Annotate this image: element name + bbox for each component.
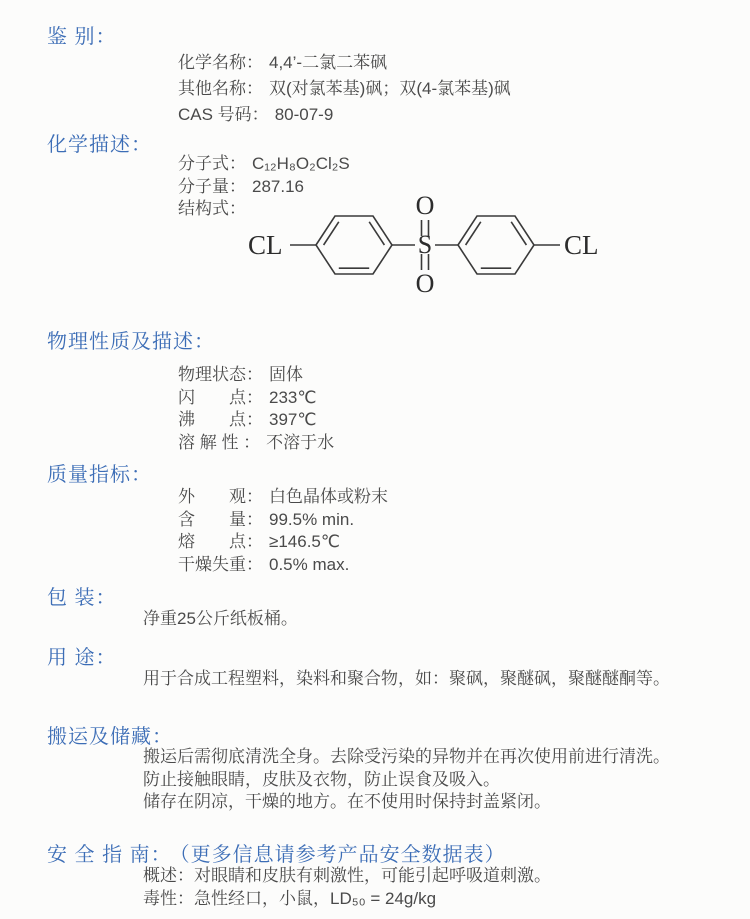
molecular-formula-value: C₁₂H₈O₂Cl₂S — [252, 154, 350, 173]
handling-storage-content — [143, 746, 670, 814]
molecular-formula-label: 分子式： — [178, 154, 246, 173]
physical-properties-content — [178, 364, 334, 454]
molecular-weight-label: 分子量： — [178, 176, 246, 196]
assay-value: 99.5% min. — [269, 509, 355, 529]
physical-state-value: 固体 — [269, 365, 303, 384]
physical-state-label: 物理状态： — [178, 365, 263, 384]
boiling-point-value: 397℃ — [269, 410, 317, 429]
safety-guide-content — [143, 864, 551, 910]
handling-line-3: 储存在阴凉，干燥的地方。在不使用时保持封盖紧闭。 — [143, 792, 551, 811]
section-title-identification: 鉴 别： — [47, 26, 117, 48]
loss-on-drying-value: 0.5% max. — [269, 554, 350, 574]
handling-line-2: 防止接触眼睛，皮肤及衣物，防止误食及吸入。 — [143, 769, 500, 789]
molecular-formula-row — [178, 153, 350, 176]
solubility-label: 溶 解 性 ： — [178, 432, 261, 452]
assay-row — [178, 509, 388, 532]
appearance-label: 外 观： — [178, 487, 263, 506]
usage-content — [143, 668, 670, 691]
handling-line-1: 搬运后需彻底清洗全身。去除受污染的异物并在再次使用前进行清洗。 — [143, 747, 670, 766]
loss-on-drying-row — [178, 554, 388, 577]
quality-specs-content — [178, 486, 388, 576]
other-names-value: 双(对氯苯基)砜；双(4-氯苯基)砜 — [269, 79, 511, 98]
usage-text: 用于合成工程塑料，染料和聚合物，如：聚砜，聚醚砜，聚醚醚酮等。 — [143, 669, 670, 688]
loss-on-drying-label: 干燥失重： — [178, 554, 263, 574]
cas-number-value: 80-07-9 — [274, 105, 334, 124]
safety-guide-note: （更多信息请参考产品安全数据表） — [179, 844, 506, 866]
flash-point-label: 闪 点： — [178, 387, 263, 407]
chemical-name-value: 4,4’-二氯二苯砜 — [269, 53, 388, 72]
physical-state-row — [178, 364, 334, 387]
section-title-usage: 用 途： — [47, 647, 117, 669]
chemical-name-label: 化学名称： — [178, 53, 263, 72]
identification-content — [178, 50, 511, 128]
assay-label: 含 量： — [178, 509, 263, 529]
chemical-structure-diagram — [240, 188, 620, 302]
section-title-handling-storage: 搬运及储藏： — [47, 726, 173, 748]
safety-overview-line: 概述：对眼睛和皮肤有刺激性，可能引起呼吸道刺激。 — [143, 866, 551, 885]
top-oxygen-label: O — [415, 191, 435, 220]
section-title-packaging: 包 装： — [47, 587, 117, 609]
structural-formula-label: 结构式： — [178, 199, 246, 218]
packaging-content — [143, 608, 298, 631]
left-chlorine-label: CL — [248, 230, 283, 260]
cas-number-row — [178, 102, 511, 128]
flash-point-row — [178, 387, 334, 410]
appearance-row — [178, 486, 388, 509]
chemical-name-row — [178, 50, 511, 76]
section-title-chemical-description: 化学描述： — [47, 134, 152, 156]
melting-point-row — [178, 531, 388, 554]
section-title-safety-guide — [47, 838, 506, 867]
section-title-physical-properties: 物理性质及描述： — [47, 331, 215, 353]
boiling-point-row — [178, 409, 334, 432]
other-names-row — [178, 76, 511, 102]
bottom-oxygen-label: O — [415, 269, 435, 298]
appearance-value: 白色晶体或粉末 — [269, 487, 388, 506]
safety-toxicity-line: 毒性：急性经口，小鼠，LD₅₀ = 24g/kg — [143, 889, 437, 908]
melting-point-label: 熔 点： — [178, 532, 263, 551]
other-names-label: 其他名称： — [178, 79, 263, 98]
right-chlorine-label: CL — [564, 230, 599, 260]
section-title-quality-specs: 质量指标： — [47, 464, 152, 486]
sulfur-label: S — [417, 230, 433, 259]
cas-number-label: CAS 号码： — [178, 105, 269, 124]
solubility-value: 不溶于水 — [266, 432, 335, 452]
boiling-point-label: 沸 点： — [178, 410, 263, 429]
solubility-row — [178, 432, 334, 455]
safety-guide-title: 安 全 指 南： — [47, 844, 172, 866]
packaging-text: 净重25公斤纸板桶。 — [143, 609, 298, 628]
molecular-weight-value: 287.16 — [252, 176, 304, 196]
melting-point-value: ≥146.5℃ — [269, 532, 340, 551]
flash-point-value: 233℃ — [269, 387, 317, 407]
